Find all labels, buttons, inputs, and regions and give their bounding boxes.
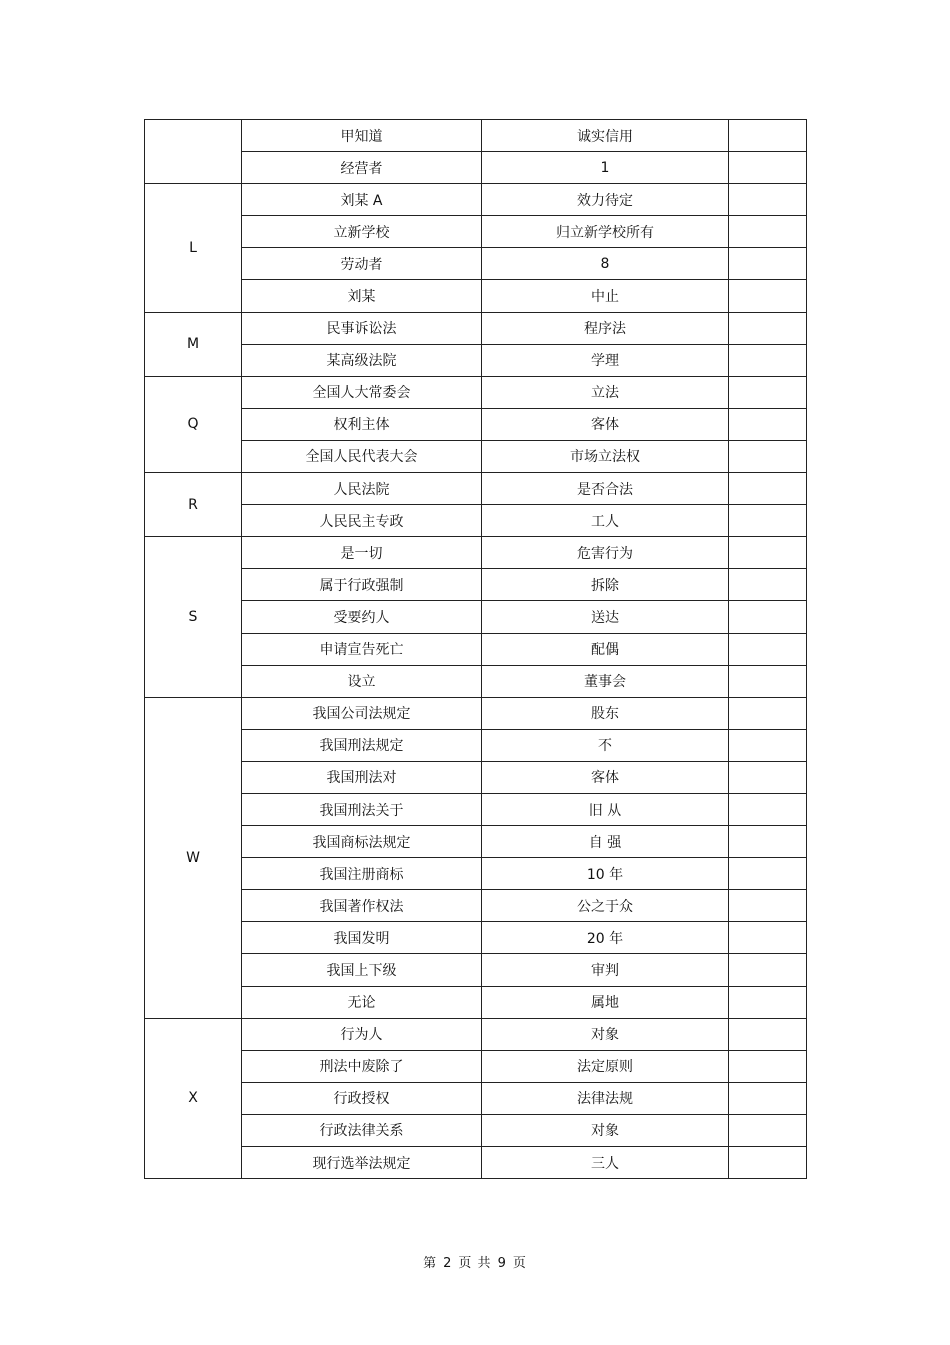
table-row xyxy=(145,858,807,890)
term-cell: 刘某 xyxy=(242,280,482,312)
term-cell: 无论 xyxy=(242,986,482,1018)
blank-cell xyxy=(729,505,807,537)
answer-cell: 诚实信用 xyxy=(482,120,729,152)
term-cell: 民事诉讼法 xyxy=(242,312,482,344)
blank-cell xyxy=(729,440,807,472)
table-row xyxy=(145,1082,807,1114)
term-cell: 行政法律关系 xyxy=(242,1114,482,1146)
blank-cell xyxy=(729,665,807,697)
answer-cell: 送达 xyxy=(482,601,729,633)
group-letter-cell: M xyxy=(145,312,242,376)
term-cell: 现行选举法规定 xyxy=(242,1147,482,1179)
answer-cell: 学理 xyxy=(482,344,729,376)
term-cell: 我国注册商标 xyxy=(242,858,482,890)
answer-cell: 属地 xyxy=(482,986,729,1018)
table-row xyxy=(145,440,807,472)
answer-cell: 效力待定 xyxy=(482,184,729,216)
group-letter-cell: R xyxy=(145,473,242,537)
blank-cell xyxy=(729,601,807,633)
term-cell: 行政授权 xyxy=(242,1082,482,1114)
answer-cell: 立法 xyxy=(482,376,729,408)
answer-cell: 程序法 xyxy=(482,312,729,344)
blank-cell xyxy=(729,120,807,152)
blank-cell xyxy=(729,697,807,729)
table-row xyxy=(145,408,807,440)
term-cell: 行为人 xyxy=(242,1018,482,1050)
table-row xyxy=(145,505,807,537)
term-cell: 我国刑法规定 xyxy=(242,729,482,761)
answer-cell: 自 强 xyxy=(482,826,729,858)
answer-cell: 公之于众 xyxy=(482,890,729,922)
blank-cell xyxy=(729,1147,807,1179)
answer-cell: 审判 xyxy=(482,954,729,986)
term-cell: 全国人民代表大会 xyxy=(242,440,482,472)
term-cell: 属于行政强制 xyxy=(242,569,482,601)
table-row xyxy=(145,1018,807,1050)
table-row xyxy=(145,344,807,376)
group-letter-cell: X xyxy=(145,1018,242,1178)
table-row xyxy=(145,1147,807,1179)
blank-cell xyxy=(729,1018,807,1050)
table-row xyxy=(145,120,807,152)
answer-cell: 客体 xyxy=(482,408,729,440)
answer-cell: 是否合法 xyxy=(482,473,729,505)
term-cell: 权利主体 xyxy=(242,408,482,440)
answer-table-body xyxy=(145,120,807,1179)
answer-cell: 拆除 xyxy=(482,569,729,601)
term-cell: 经营者 xyxy=(242,152,482,184)
footer-mid: 页 共 xyxy=(458,1256,492,1271)
table-row xyxy=(145,152,807,184)
footer-prefix: 第 xyxy=(423,1256,438,1271)
footer-suffix: 页 xyxy=(512,1256,527,1271)
blank-cell xyxy=(729,890,807,922)
blank-cell xyxy=(729,1050,807,1082)
answer-cell: 1 xyxy=(482,152,729,184)
answer-cell: 客体 xyxy=(482,761,729,793)
table-row xyxy=(145,216,807,248)
term-cell: 我国刑法对 xyxy=(242,761,482,793)
table-row xyxy=(145,922,807,954)
group-letter-cell: W xyxy=(145,697,242,1018)
term-cell: 受要约人 xyxy=(242,601,482,633)
term-cell: 我国发明 xyxy=(242,922,482,954)
table-row xyxy=(145,537,807,569)
term-cell: 劳动者 xyxy=(242,248,482,280)
table-row xyxy=(145,248,807,280)
table-row xyxy=(145,665,807,697)
answer-cell: 归立新学校所有 xyxy=(482,216,729,248)
term-cell: 我国公司法规定 xyxy=(242,697,482,729)
blank-cell xyxy=(729,312,807,344)
term-cell: 人民法院 xyxy=(242,473,482,505)
table-row xyxy=(145,473,807,505)
blank-cell xyxy=(729,1082,807,1114)
blank-cell xyxy=(729,184,807,216)
answer-cell: 不 xyxy=(482,729,729,761)
blank-cell xyxy=(729,152,807,184)
blank-cell xyxy=(729,858,807,890)
table-row xyxy=(145,826,807,858)
term-cell: 全国人大常委会 xyxy=(242,376,482,408)
term-cell: 刘某 A xyxy=(242,184,482,216)
group-letter-cell: Q xyxy=(145,376,242,472)
answer-cell: 股东 xyxy=(482,697,729,729)
answer-cell: 旧 从 xyxy=(482,793,729,825)
table-row xyxy=(145,280,807,312)
answer-cell: 8 xyxy=(482,248,729,280)
answer-cell: 20 年 xyxy=(482,922,729,954)
answer-cell: 工人 xyxy=(482,505,729,537)
table-row xyxy=(145,569,807,601)
term-cell: 我国上下级 xyxy=(242,954,482,986)
blank-cell xyxy=(729,729,807,761)
term-cell: 设立 xyxy=(242,665,482,697)
table-row xyxy=(145,376,807,408)
term-cell: 我国著作权法 xyxy=(242,890,482,922)
blank-cell xyxy=(729,280,807,312)
blank-cell xyxy=(729,761,807,793)
answer-cell: 对象 xyxy=(482,1018,729,1050)
table-row xyxy=(145,793,807,825)
blank-cell xyxy=(729,537,807,569)
blank-cell xyxy=(729,1114,807,1146)
blank-cell xyxy=(729,569,807,601)
table-row xyxy=(145,312,807,344)
table-row xyxy=(145,1050,807,1082)
blank-cell xyxy=(729,376,807,408)
term-cell: 申请宣告死亡 xyxy=(242,633,482,665)
answer-cell: 董事会 xyxy=(482,665,729,697)
blank-cell xyxy=(729,216,807,248)
table-row xyxy=(145,729,807,761)
group-letter-cell: L xyxy=(145,184,242,312)
answer-cell: 中止 xyxy=(482,280,729,312)
blank-cell xyxy=(729,248,807,280)
answer-cell: 对象 xyxy=(482,1114,729,1146)
term-cell: 我国商标法规定 xyxy=(242,826,482,858)
table-row xyxy=(145,633,807,665)
answer-cell: 市场立法权 xyxy=(482,440,729,472)
answer-cell: 三人 xyxy=(482,1147,729,1179)
term-cell: 甲知道 xyxy=(242,120,482,152)
blank-cell xyxy=(729,826,807,858)
term-cell: 是一切 xyxy=(242,537,482,569)
answer-cell: 法律法规 xyxy=(482,1082,729,1114)
answer-cell: 危害行为 xyxy=(482,537,729,569)
table-row xyxy=(145,697,807,729)
term-cell: 人民民主专政 xyxy=(242,505,482,537)
blank-cell xyxy=(729,344,807,376)
blank-cell xyxy=(729,408,807,440)
term-cell: 立新学校 xyxy=(242,216,482,248)
answer-table xyxy=(144,119,807,1179)
term-cell: 刑法中废除了 xyxy=(242,1050,482,1082)
group-letter-cell xyxy=(145,120,242,184)
footer-page-number: 2 xyxy=(443,1256,453,1271)
table-row xyxy=(145,890,807,922)
blank-cell xyxy=(729,922,807,954)
blank-cell xyxy=(729,633,807,665)
table-row xyxy=(145,601,807,633)
answer-cell: 法定原则 xyxy=(482,1050,729,1082)
term-cell: 某高级法院 xyxy=(242,344,482,376)
blank-cell xyxy=(729,473,807,505)
answer-cell: 配偶 xyxy=(482,633,729,665)
blank-cell xyxy=(729,954,807,986)
table-row xyxy=(145,1114,807,1146)
table-row xyxy=(145,184,807,216)
answer-cell: 10 年 xyxy=(482,858,729,890)
group-letter-cell: S xyxy=(145,537,242,697)
blank-cell xyxy=(729,986,807,1018)
term-cell: 我国刑法关于 xyxy=(242,793,482,825)
blank-cell xyxy=(729,793,807,825)
table-row xyxy=(145,761,807,793)
table-row xyxy=(145,986,807,1018)
table-row xyxy=(145,954,807,986)
page-footer xyxy=(0,1252,950,1271)
footer-total-pages: 9 xyxy=(497,1256,507,1271)
